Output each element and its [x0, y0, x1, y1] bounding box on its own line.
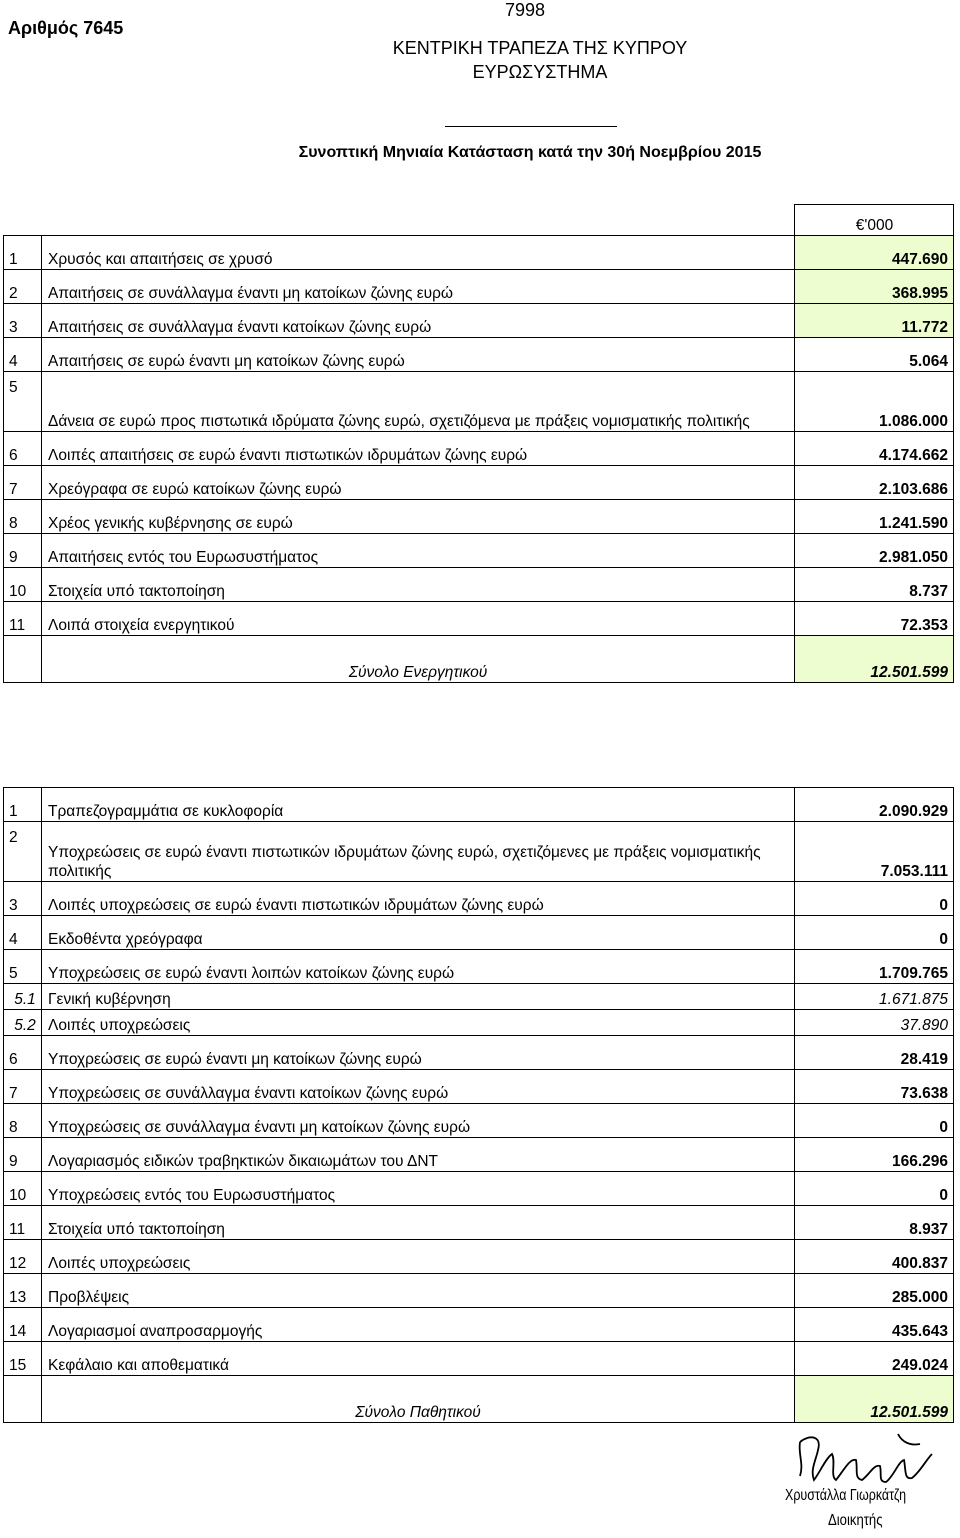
row-label: Προβλέψεις — [42, 1274, 795, 1308]
row-number: 6 — [4, 1036, 42, 1070]
table-row — [4, 1342, 954, 1376]
row-value: 249.024 — [795, 1342, 954, 1376]
table-row — [4, 338, 954, 372]
row-label: Υποχρεώσεις σε συνάλλαγμα έναντι μη κατοίκων ζώνης ευρώ — [42, 1104, 795, 1138]
table-row — [4, 1308, 954, 1342]
row-label: Απαιτήσεις σε συνάλλαγμα έναντι μη κατοίκων ζώνης ευρώ — [42, 270, 795, 304]
table-row — [4, 500, 954, 534]
table-row — [4, 788, 954, 822]
row-label: Εκδοθέντα χρεόγραφα — [42, 916, 795, 950]
row-label: Λοιπά στοιχεία ενεργητικού — [42, 602, 795, 636]
table-row — [4, 822, 954, 882]
row-value: 0 — [795, 1104, 954, 1138]
table-row — [4, 1206, 954, 1240]
bank-name: ΚΕΝΤΡΙΚΗ ΤΡΑΠΕΖΑ ΤΗΣ ΚΥΠΡΟΥ — [392, 38, 688, 58]
row-label: Λοιπές υποχρεώσεις — [42, 1240, 795, 1274]
table-row — [4, 984, 954, 1010]
row-value: 447.690 — [795, 236, 954, 270]
row-value: 368.995 — [795, 270, 954, 304]
table-row — [4, 1172, 954, 1206]
row-number: 5 — [4, 372, 42, 432]
table-row — [4, 534, 954, 568]
total-value: 12.501.599 — [795, 1376, 954, 1423]
row-value: 1.671.875 — [795, 984, 954, 1010]
liabilities-table — [3, 787, 954, 1423]
row-value: 72.353 — [795, 602, 954, 636]
row-value: 2.103.686 — [795, 466, 954, 500]
row-number: 1 — [4, 236, 42, 270]
row-value: 2.981.050 — [795, 534, 954, 568]
row-label: Χρεόγραφα σε ευρώ κατοίκων ζώνης ευρώ — [42, 466, 795, 500]
table-row — [4, 432, 954, 466]
assets-table — [3, 204, 954, 683]
row-label: Λοιπές υποχρεώσεις — [42, 1010, 795, 1036]
row-number: 10 — [4, 568, 42, 602]
row-value: 5.064 — [795, 338, 954, 372]
row-number: 14 — [4, 1308, 42, 1342]
row-value: 73.638 — [795, 1070, 954, 1104]
row-number: 1 — [4, 788, 42, 822]
total-label: Σύνολο Ενεργητικού — [42, 636, 795, 683]
row-number: 8 — [4, 1104, 42, 1138]
row-number: 10 — [4, 1172, 42, 1206]
row-number: 11 — [4, 602, 42, 636]
row-value: 7.053.111 — [795, 822, 954, 882]
signatory-name: Χρυστάλλα Γιωρκάτζη — [785, 1487, 907, 1504]
total-row — [4, 636, 954, 683]
row-value: 1.241.590 — [795, 500, 954, 534]
row-value: 28.419 — [795, 1036, 954, 1070]
blank-cell — [4, 205, 42, 236]
row-number: 4 — [4, 338, 42, 372]
row-number: 13 — [4, 1274, 42, 1308]
blank-cell — [4, 636, 42, 683]
row-label: Απαιτήσεις εντός του Ευρωσυστήματος — [42, 534, 795, 568]
row-number: 9 — [4, 534, 42, 568]
row-number: 8 — [4, 500, 42, 534]
row-value: 8.737 — [795, 568, 954, 602]
row-label: Υποχρεώσεις σε ευρώ έναντι πιστωτικών ιδρυμάτων ζώνης ευρώ, σχετιζόμενες με πράξεις νομισματικής πολιτικής — [42, 822, 795, 882]
unit-label: €'000 — [795, 205, 954, 236]
table-row — [4, 1036, 954, 1070]
row-label: Υποχρεώσεις σε ευρώ έναντι μη κατοίκων ζώνης ευρώ — [42, 1036, 795, 1070]
total-value: 12.501.599 — [795, 636, 954, 683]
row-value: 435.643 — [795, 1308, 954, 1342]
table-row — [4, 602, 954, 636]
gazette-number: Αριθμός 7645 — [8, 18, 124, 38]
table-row — [4, 1240, 954, 1274]
table-row — [4, 916, 954, 950]
row-number: 5.2 — [4, 1010, 42, 1036]
blank-cell — [42, 205, 795, 236]
row-number: 6 — [4, 432, 42, 466]
row-value: 8.937 — [795, 1206, 954, 1240]
page-number: 7998 — [505, 0, 546, 20]
row-value: 0 — [795, 916, 954, 950]
table-row — [4, 568, 954, 602]
row-number: 2 — [4, 270, 42, 304]
row-value: 4.174.662 — [795, 432, 954, 466]
row-number: 12 — [4, 1240, 42, 1274]
table-row — [4, 1070, 954, 1104]
table-row — [4, 1138, 954, 1172]
table-row — [4, 304, 954, 338]
row-value: 0 — [795, 882, 954, 916]
row-value: 2.090.929 — [795, 788, 954, 822]
row-label: Λοιπές υποχρεώσεις σε ευρώ έναντι πιστωτικών ιδρυμάτων ζώνης ευρώ — [42, 882, 795, 916]
row-number: 11 — [4, 1206, 42, 1240]
row-label: Γενική κυβέρνηση — [42, 984, 795, 1010]
row-number: 4 — [4, 916, 42, 950]
table-row — [4, 270, 954, 304]
row-label: Χρέος γενικής κυβέρνησης σε ευρώ — [42, 500, 795, 534]
table-row — [4, 466, 954, 500]
table-row — [4, 1104, 954, 1138]
row-value: 0 — [795, 1172, 954, 1206]
row-label: Υποχρεώσεις σε συνάλλαγμα έναντι κατοίκων ζώνης ευρώ — [42, 1070, 795, 1104]
row-label: Στοιχεία υπό τακτοποίηση — [42, 1206, 795, 1240]
row-number: 5.1 — [4, 984, 42, 1010]
table-row — [4, 1010, 954, 1036]
row-number: 5 — [4, 950, 42, 984]
row-value: 400.837 — [795, 1240, 954, 1274]
row-label: Απαιτήσεις σε ευρώ έναντι μη κατοίκων ζώνης ευρώ — [42, 338, 795, 372]
row-value: 285.000 — [795, 1274, 954, 1308]
row-label: Λοιπές απαιτήσεις σε ευρώ έναντι πιστωτικών ιδρυμάτων ζώνης ευρώ — [42, 432, 795, 466]
row-value: 37.890 — [795, 1010, 954, 1036]
title-divider — [445, 126, 617, 127]
row-label: Απαιτήσεις σε συνάλλαγμα έναντι κατοίκων ζώνης ευρώ — [42, 304, 795, 338]
row-value: 1.709.765 — [795, 950, 954, 984]
table-row — [4, 1274, 954, 1308]
table-row — [4, 882, 954, 916]
row-label: Στοιχεία υπό τακτοποίηση — [42, 568, 795, 602]
unit-row — [4, 205, 954, 236]
total-row — [4, 1376, 954, 1423]
table-row — [4, 372, 954, 432]
row-label: Χρυσός και απαιτήσεις σε χρυσό — [42, 236, 795, 270]
blank-cell — [4, 1376, 42, 1423]
row-value: 166.296 — [795, 1138, 954, 1172]
table-row — [4, 950, 954, 984]
row-number: 9 — [4, 1138, 42, 1172]
row-label: Υποχρεώσεις σε ευρώ έναντι λοιπών κατοίκων ζώνης ευρώ — [42, 950, 795, 984]
row-value: 11.772 — [795, 304, 954, 338]
row-label: Κεφάλαιο και αποθεματικά — [42, 1342, 795, 1376]
table-row — [4, 236, 954, 270]
row-label: Δάνεια σε ευρώ προς πιστωτικά ιδρύματα ζώνης ευρώ, σχετιζόμενα με πράξεις νομισματικής πολιτικής — [42, 372, 795, 432]
row-label: Λογαριασμός ειδικών τραβηκτικών δικαιωμάτων του ΔΝΤ — [42, 1138, 795, 1172]
row-number: 7 — [4, 1070, 42, 1104]
row-label: Λογαριασμοί αναπροσαρμογής — [42, 1308, 795, 1342]
signatory-title: Διοικητής — [828, 1512, 883, 1529]
system-name: ΕΥΡΩΣΥΣΤΗΜΑ — [472, 62, 608, 82]
row-label: Τραπεζογραμμάτια σε κυκλοφορία — [42, 788, 795, 822]
row-value: 1.086.000 — [795, 372, 954, 432]
row-label: Υποχρεώσεις εντός του Ευρωσυστήματος — [42, 1172, 795, 1206]
statement-title: Συνοπτική Μηνιαία Κατάσταση κατά την 30ή Νοεμβρίου 2015 — [298, 144, 762, 161]
row-number: 3 — [4, 304, 42, 338]
row-number: 15 — [4, 1342, 42, 1376]
row-number: 7 — [4, 466, 42, 500]
total-label: Σύνολο Παθητικού — [42, 1376, 795, 1423]
row-number: 3 — [4, 882, 42, 916]
row-number: 2 — [4, 822, 42, 882]
